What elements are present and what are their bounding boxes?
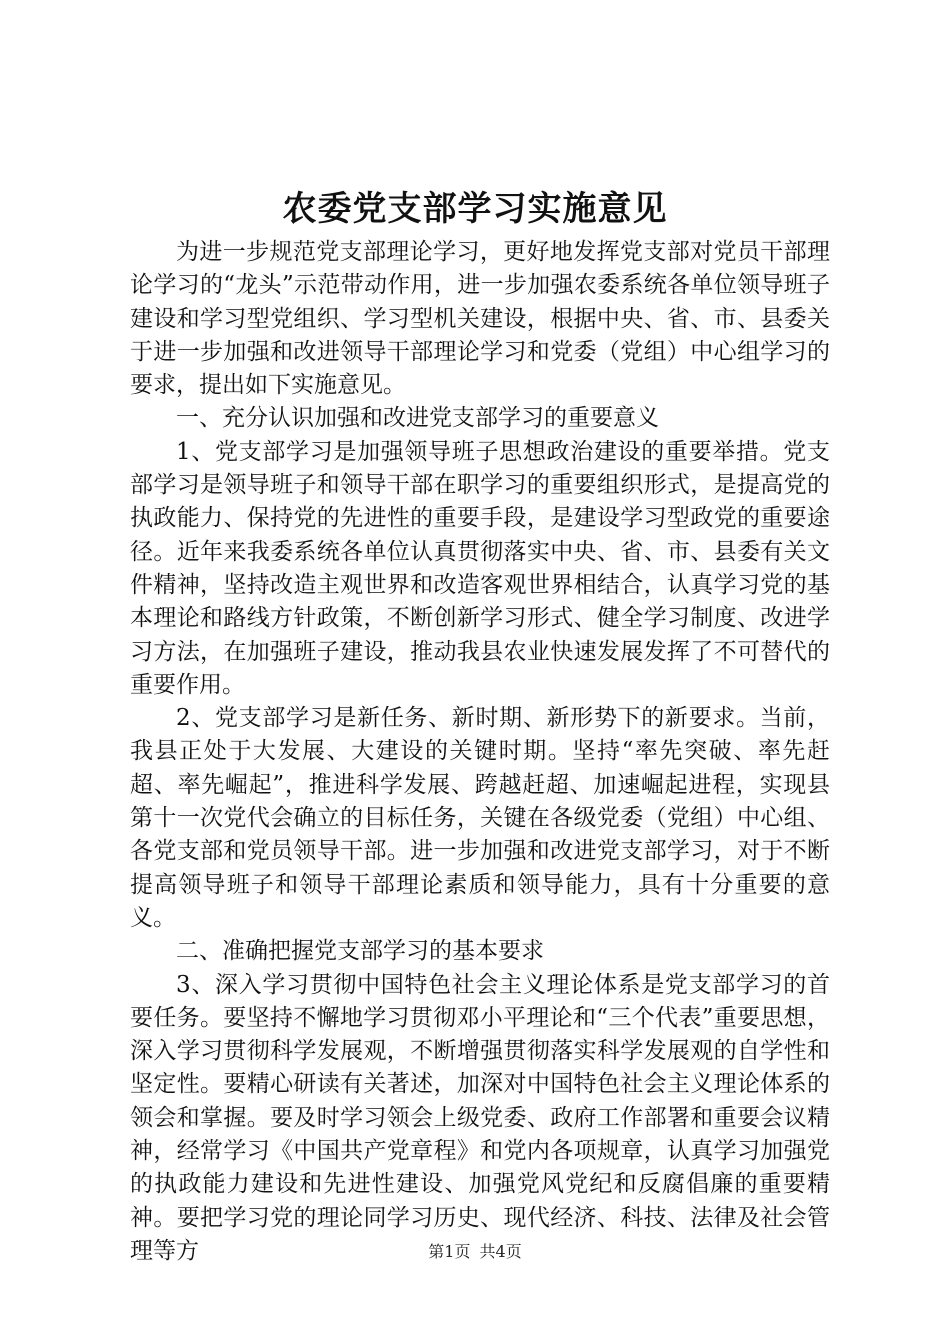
document-title: 农委党支部学习实施意见	[282, 189, 668, 229]
page-footer	[0, 1240, 950, 1264]
section-heading-2: 二、准确把握党支部学习的基本要求	[176, 938, 544, 965]
page-total: 共4页	[479, 1242, 522, 1261]
paragraph-item-1: 1、党支部学习是加强领导班子思想政治建设的重要举措。党支部学习是领导班子和领导干部在职学习的重要组织形式，是提高党的执政能力、保持党的先进性的重要手段，是建设学习型政党的重要途径。近年来我委系统各单位认真贯彻落实中央、省、市、县委有关文件精神，坚持改造主观世界和改造客观世界相结合，认真学习党的基本理论和路线方针政策，不断创新学习形式、健全学习制度、改进学习方法，在加强班子建设，推动我县农业快速发展发挥了不可替代的重要作用。	[130, 438, 830, 698]
page-number: 第1页	[428, 1242, 471, 1261]
paragraph-item-2: 2、党支部学习是新任务、新时期、新形势下的新要求。当前，我县正处于大发展、大建设的关键时期。坚持“率先突破、率先赶超、率先崛起”，推进科学发展、跨越赶超、加速崛起进程，实现县第十一次党代会确立的目标任务，关键在各级党委（党组）中心组、各党支部和党员领导干部。进一步加强和改进党支部学习，对于不断提高领导班子和领导干部理论素质和领导能力，具有十分重要的意义。	[130, 705, 830, 931]
document-body	[130, 236, 830, 1268]
section-heading-1: 一、充分认识加强和改进党支部学习的重要意义	[176, 405, 659, 432]
paragraph-intro: 为进一步规范党支部理论学习，更好地发挥党支部对党员干部理论学习的“龙头”示范带动作用，进一步加强农委系统各单位领导班子建设和学习型党组织、学习型机关建设，根据中央、省、市、县委关于进一步加强和改进领导干部理论学习和党委（党组）中心组学习的要求，提出如下实施意见。	[130, 239, 830, 399]
paragraph-item-3: 3、深入学习贯彻中国特色社会主义理论体系是党支部学习的首要任务。要坚持不懈地学习贯彻邓小平理论和“三个代表”重要思想，深入学习贯彻科学发展观，不断增强贯彻落实科学发展观的自学性和坚定性。要精心研读有关著述，加深对中国特色社会主义理论体系的领会和掌握。要及时学习领会上级党委、政府工作部署和重要会议精神，经常学习《中国共产党章程》和党内各项规章，认真学习加强党的执政能力建设和先进性建设、加强党风党纪和反腐倡廉的重要精神。要把学习党的理论同学习历史、现代经济、科技、法律及社会管理等方	[130, 971, 830, 1264]
